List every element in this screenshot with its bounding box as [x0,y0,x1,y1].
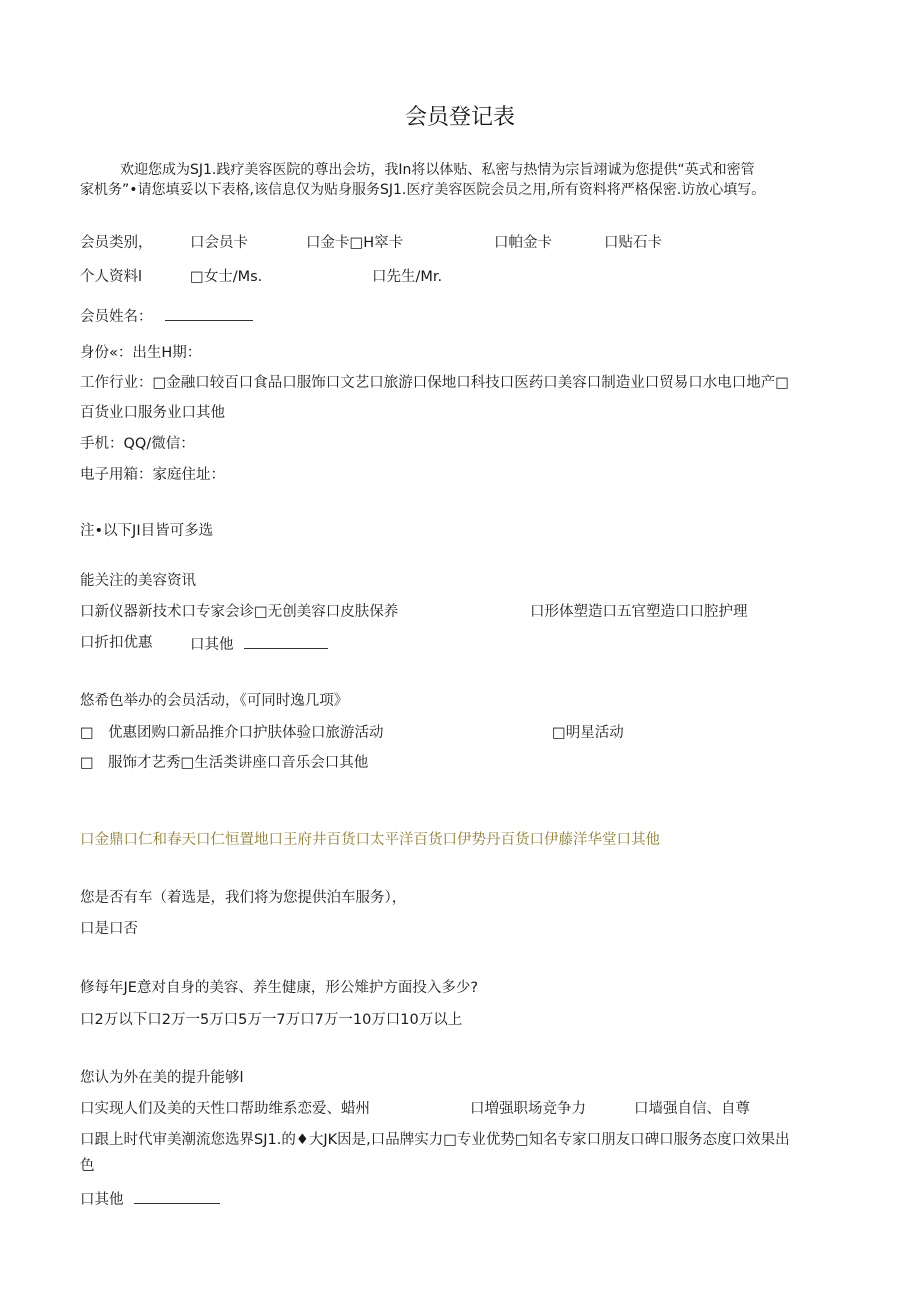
industry-line-2[interactable]: 百货业口服务业口其他 [80,405,225,421]
name-label: 会员姓名： [80,309,153,325]
budget-question: 修每年JE意对自身的美容、养生健康，形公雉护方面投入多少? [80,980,479,996]
activities-row-2-checkbox[interactable]: □ [80,755,94,771]
member-type-option-gold[interactable]: 口金卡□H窣卡 [306,235,404,251]
activities-row-1-checkbox[interactable]: □ [80,725,94,741]
appearance-option-4-wrap: 色 [80,1158,95,1174]
personal-option-ms[interactable]: □女士/Ms. [190,269,263,285]
beauty-info-options-a[interactable]: 口新仪器新技术口专家会诊□无创美容口皮肤保养 [80,604,399,620]
activities-heading: 悠希色举办的会员活动，《可同时逸几项》 [80,693,349,709]
appearance-option-2[interactable]: 口増强职场竞争力 [470,1101,586,1117]
appearance-other[interactable] [80,1189,220,1209]
appearance-other-label: 口其他 [80,1192,124,1208]
beauty-info-heading: 能关注的美容资讯 [80,573,196,589]
intro-paragraph [80,160,840,200]
intro-line-1: 欢迎您成为SJ1.践疗美容医院的尊出会坊，我In将以体贴、私密与热情为宗旨翊诚为您提供“英式和密管 [120,162,755,178]
activities-row-1-options[interactable]: 优惠团购口新品推介口护肤体验口旅游活动 [108,725,384,741]
beauty-info-other-field[interactable] [244,634,328,649]
personal-option-mr[interactable]: 口先生/Mr. [372,269,443,285]
name-row [80,306,253,326]
member-type-option-platinum[interactable]: 口帕金卡 [494,235,552,251]
malls-options[interactable]: 口金鼎口仁和春天口仁恒置地口王府井百货口太平洋百货口伊势丹百货口伊藤洋华堂口其他 [80,832,660,848]
budget-options[interactable]: 口2万以下口2万一5万口5万一7万口7万一10万口10万以上 [80,1012,463,1028]
page-title: 会员登记表 [404,105,515,130]
beauty-info-options-b[interactable]: 口形体塑造口五官塑造口口腔护理 [530,604,748,620]
member-type-option-member[interactable]: 口会员卡 [190,235,248,251]
beauty-info-other-label: 口其他 [190,637,234,653]
activities-row-2-options[interactable]: 服饰才艺秀□生活类讲座口音乐会口其他 [108,755,369,771]
car-options[interactable]: 口是口否 [80,921,138,937]
member-type-option-diamond[interactable]: 口贴石卡 [604,235,662,251]
email-address-label: 电子用箱：家庭住址： [80,467,225,483]
multi-select-note: 注•以下JI目皆可多选 [80,523,214,539]
member-type-label: 会员类别， [80,235,153,251]
beauty-info-other[interactable] [190,634,328,654]
appearance-heading: 您认为外在美的提升能够l [80,1070,244,1086]
appearance-option-3[interactable]: 口墙强自信、自尊 [634,1101,750,1117]
car-question: 您是否有车（着选是，我们将为您提供泊车服务）， [80,890,407,906]
appearance-option-4[interactable]: 口跟上时代审美潮流您选界SJ1.的♦大JK因是,口品牌实力□专业优势□知名专家口朋友口碑口服务态度口效果出 [80,1132,790,1148]
beauty-info-discount[interactable]: 口折扣优惠 [80,635,153,651]
name-field[interactable] [165,306,253,321]
activities-star-option[interactable]: □明星活动 [552,725,624,741]
appearance-other-field[interactable] [134,1189,220,1204]
personal-label: 个人资料l [80,269,143,285]
intro-line-2: 家机务”•请您填妥以下表格,该信息仅为贴身服务SJ1.医疗美容医院会员之用,所有资料将严格保密.访放心填写。 [80,182,766,198]
industry-line-1[interactable]: 工作行业：□金融口较百口食品口服饰口文艺口旅游口保地口科技口医药口美容口制造业口贸易口水电口地产□ [80,375,789,391]
phone-label: 手机：QQ/微信： [80,436,195,452]
appearance-option-1[interactable]: 口实现人们及美的天性口帮助维系恋爱、蜡州 [80,1101,370,1117]
id-birth-label: 身份«：出生H期： [80,345,202,361]
